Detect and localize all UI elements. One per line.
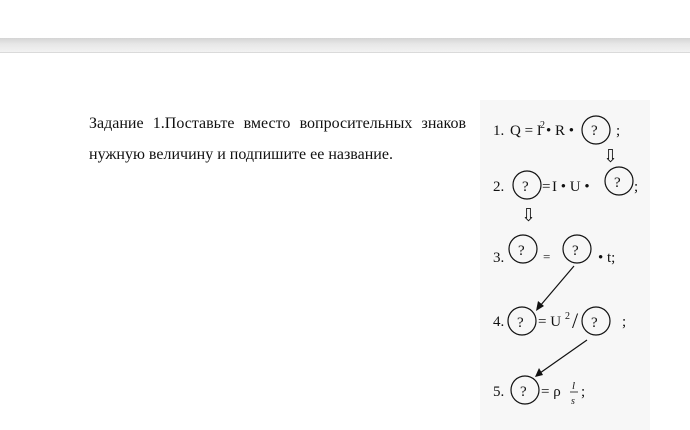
f1-unknown: ? [591,123,598,139]
formula-diagram [480,100,650,430]
f3-unknown-right: ? [572,243,579,259]
f4-unknown-left: ? [517,315,524,331]
f3-number: 3. [493,250,505,266]
f4-end: ; [622,314,627,330]
f4-unknown-right: ? [591,315,598,331]
f2-unknown-right: ? [614,175,621,191]
down-arrow-icon: ⇩ [603,146,619,166]
down-arrow-icon: ⇩ [521,205,537,225]
f1-number: 1. [493,123,505,139]
f5-unknown: ? [520,384,527,400]
f5-frac-den: s [571,396,575,407]
top-band [0,0,690,38]
f3-unknown-left: ? [518,243,525,259]
f4-number: 4. [493,314,505,330]
f5-eq: = ρ [541,384,561,400]
viewer-toolbar-strip [0,38,690,53]
f4-superscript: 2 [565,311,570,322]
f1-mid: • R • [546,123,575,139]
arrow-4-to-5-head [535,368,543,377]
f1-superscript: 2 [540,120,545,131]
f1-end: ; [616,123,621,139]
f5-end: ; [581,384,586,400]
f5-frac-num: l [572,380,576,392]
f2-body: I • U • [552,179,590,195]
f2-number: 2. [493,179,505,195]
f4-slash: / [572,308,579,333]
f4-eq: = U [538,314,562,330]
f2-unknown-left: ? [522,179,529,195]
f3-body: • t; [598,250,616,266]
f2-eq: = [542,179,551,195]
f1-lhs: Q = I [510,123,542,139]
f2-end: ; [634,179,639,195]
arrow-4-to-5 [540,340,587,373]
formula-figure [480,100,650,430]
f3-eq: = [543,249,551,264]
arrow-3-to-4 [540,266,574,306]
f5-number: 5. [493,384,505,400]
task-text: Задание 1.Поставьте вместо вопросительных знаков нужную величину и подпишите ее название. [89,115,466,163]
